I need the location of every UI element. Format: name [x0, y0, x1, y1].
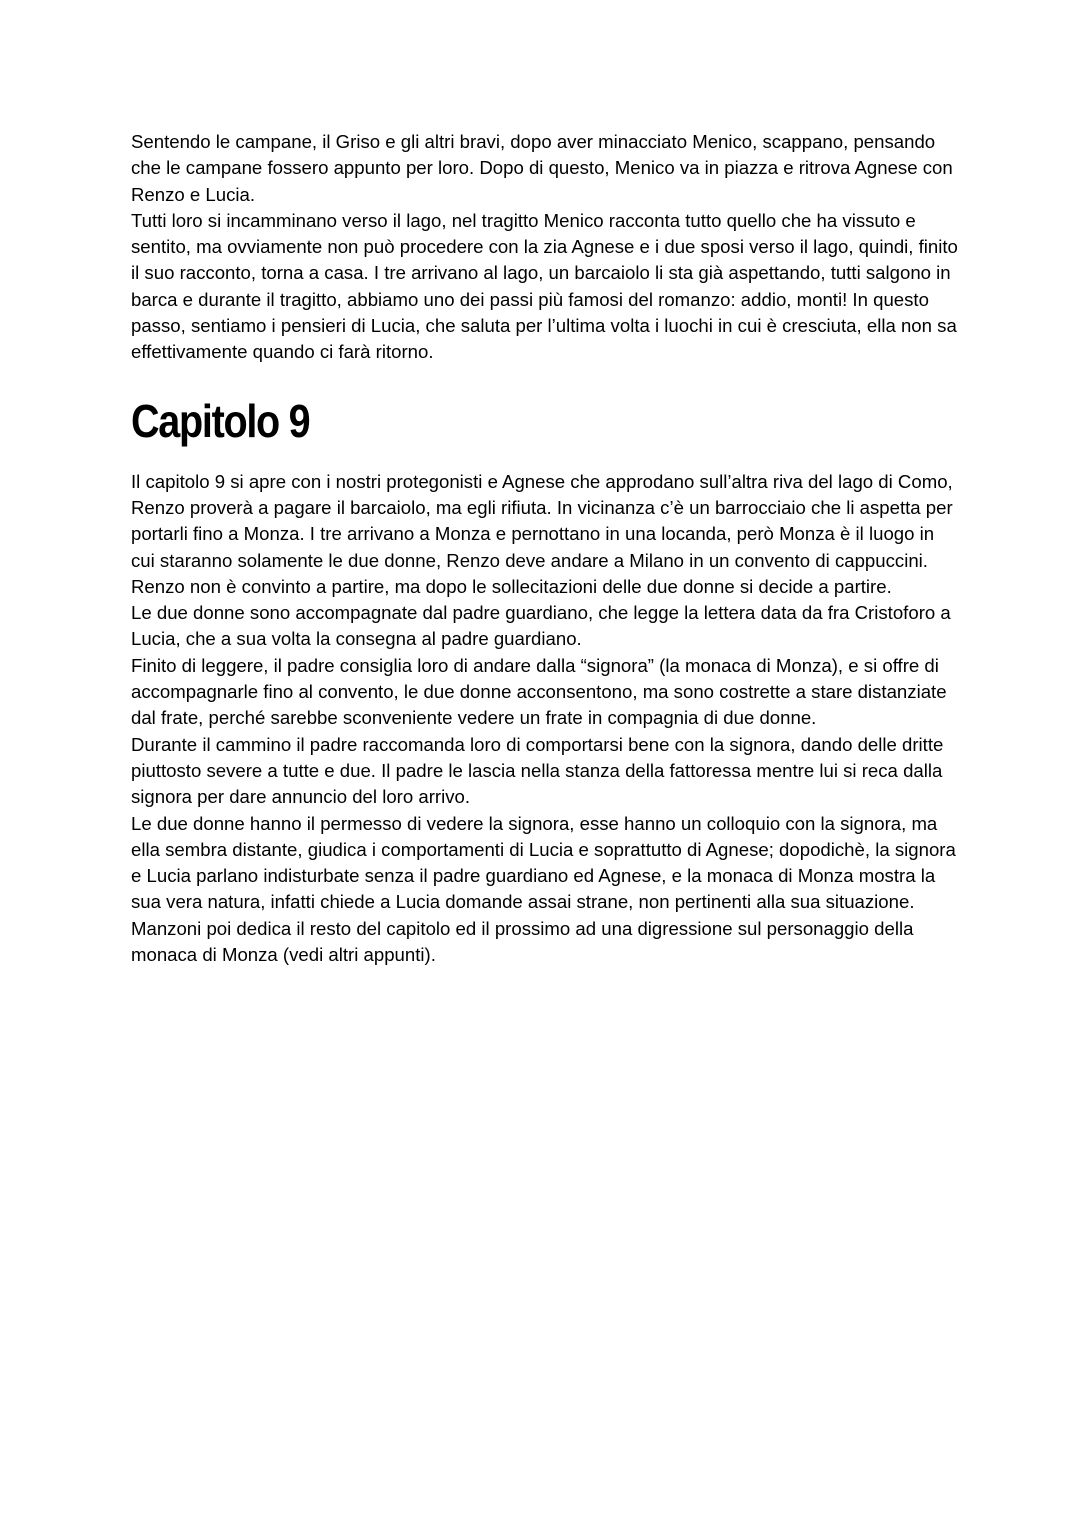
chapter-paragraph: Renzo non è convinto a partire, ma dopo le sollecitazioni delle due donne si decide a partire.	[131, 575, 892, 597]
document-body	[131, 129, 961, 968]
intro-paragraph: Tutti loro si incamminano verso il lago, nel tragitto Menico racconta tutto quello che ha vissuto e sentito, ma ovviamente non può procedere con la zia Agnese e i due sposi verso il lago, quindi, finito il suo racconto, torna a casa. I tre arrivano al lago, un barcaiolo li sta già aspettando, tutti salgono in barca e durante il tragitto, abbiamo uno dei passi più famosi del romanzo: addio, monti! In questo passo, sentiamo i pensieri di Lucia, che saluta per l’ultima volta i luochi in cui è cresciuta, ella non sa effettivamente quando ci farà ritorno.	[131, 209, 958, 363]
chapter-paragraph: Finito di leggere, il padre consiglia loro di andare dalla “signora” (la monaca di Monza), e si offre di accompagnarle fino al convento, le due donne acconsentono, ma sono costrette a stare distanziate dal frate, perché sarebbe sconveniente vedere un frate in compagnia di due donne.	[131, 654, 947, 729]
chapter-paragraph: Le due donne sono accompagnate dal padre guardiano, che legge la lettera data da fra Cristoforo a Lucia, che a sua volta la consegna al padre guardiano.	[131, 602, 951, 650]
chapter-paragraph: Il capitolo 9 si apre con i nostri protegonisti e Agnese che approdano sull’altra riva del lago di Como, Renzo proverà a pagare il barcaiolo, ma egli rifiuta. In vicinanza c’è un barrocciaio che li aspetta per portarli fino a Monza. I tre arrivano a Monza e pernottano in una locanda, però Monza è il luogo in cui staranno solamente le due donne, Renzo deve andare a Milano in un convento di cappuccini.	[131, 470, 953, 571]
chapter-paragraph: Manzoni poi dedica il resto del capitolo ed il prossimo ad una digressione sul personaggio della monaca di Monza (vedi altri appunti).	[131, 917, 914, 966]
intro-paragraph: Sentendo le campane, il Griso e gli altri bravi, dopo aver minacciato Menico, scappano, pensando che le campane fossero appunto per loro. Dopo di questo, Menico va in piazza e ritrova Agnese con Renzo e Lucia.	[131, 131, 953, 205]
chapter-heading-wrap	[131, 395, 961, 447]
chapter-title: Capitolo 9	[131, 394, 310, 447]
chapter-paragraph: Le due donne hanno il permesso di vedere la signora, esse hanno un colloquio con la signora, ma ella sembra distante, giudica i comportamenti di Lucia e soprattutto di Agnese; dopodichè, la signora e Lucia parlano indisturbate senza il padre guardiano ed Agnese, e la monaca di Monza mostra la sua vera natura, infatti chiede a Lucia domande assai strane, non pertinenti alla sua situazione.	[131, 812, 956, 913]
chapter-paragraph: Durante il cammino il padre raccomanda loro di comportarsi bene con la signora, dando delle dritte piuttosto severe a tutte e due. Il padre le lascia nella stanza della fattoressa mentre lui si reca dalla signora per dare annuncio del loro arrivo.	[131, 733, 944, 808]
